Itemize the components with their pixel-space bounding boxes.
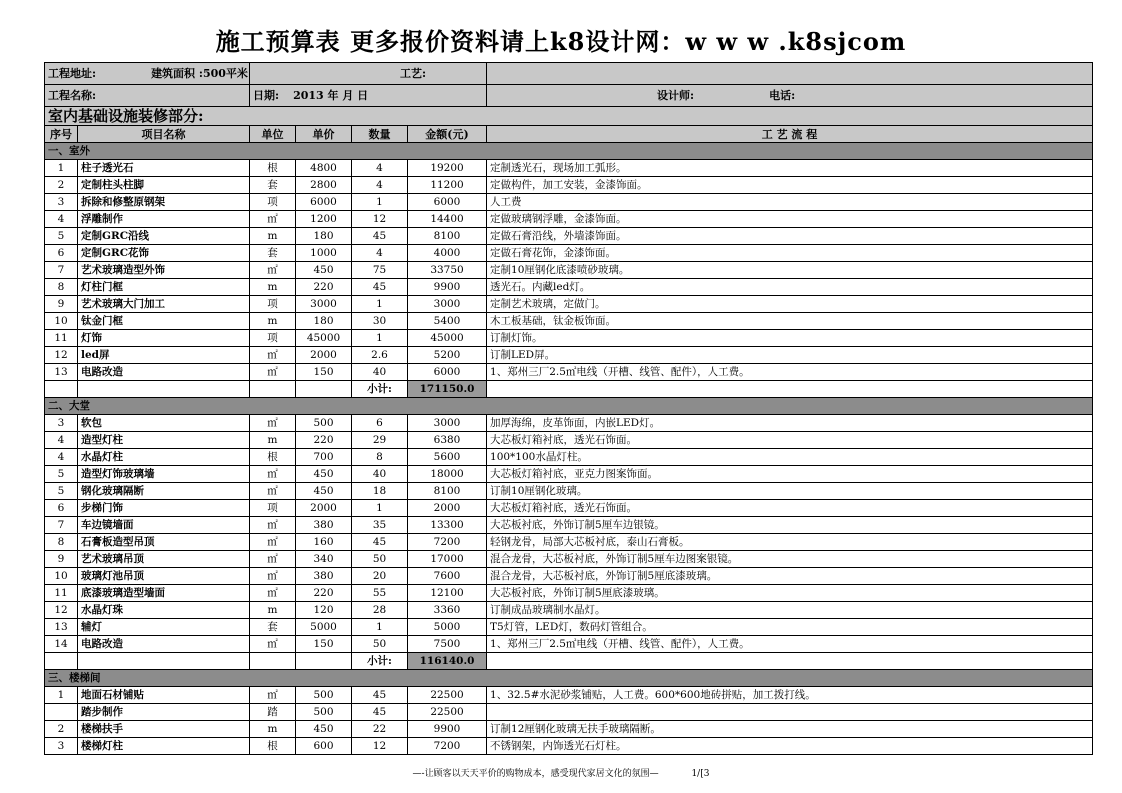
item-name: 艺术玻璃吊顶	[78, 551, 250, 568]
section-title-row	[45, 107, 1093, 126]
item-unit: ㎡	[250, 466, 296, 483]
phone-label: 电话:	[769, 89, 796, 102]
empty-cell	[45, 653, 78, 670]
item-no: 4	[45, 211, 78, 228]
item-name: 电路改造	[78, 364, 250, 381]
table-row	[45, 551, 1093, 568]
item-no: 9	[45, 551, 78, 568]
item-amount: 6380	[408, 432, 487, 449]
item-unit: ㎡	[250, 568, 296, 585]
item-qty: 1	[352, 619, 408, 636]
table-row	[45, 687, 1093, 704]
item-name: 拆除和修整原钢架	[78, 194, 250, 211]
item-price: 220	[296, 432, 352, 449]
item-name: 钛金门框	[78, 313, 250, 330]
item-unit: m	[250, 721, 296, 738]
item-price: 2000	[296, 500, 352, 517]
empty-cell	[78, 381, 250, 398]
item-process: 不锈钢架，内饰透光石灯柱。	[487, 738, 1093, 755]
item-name: 定制GRC沿线	[78, 228, 250, 245]
item-qty: 29	[352, 432, 408, 449]
item-unit: ㎡	[250, 483, 296, 500]
item-price: 220	[296, 585, 352, 602]
table-row	[45, 347, 1093, 364]
category-name: 一、室外	[45, 143, 1093, 160]
item-price: 380	[296, 568, 352, 585]
item-name: 石膏板造型吊顶	[78, 534, 250, 551]
item-amount: 18000	[408, 466, 487, 483]
item-name: 艺术玻璃造型外饰	[78, 262, 250, 279]
item-amount: 2000	[408, 500, 487, 517]
item-process: 大芯板灯箱衬底，透光石饰面。	[487, 432, 1093, 449]
item-unit: m	[250, 228, 296, 245]
item-process: 大芯板灯箱衬底，透光石饰面。	[487, 500, 1093, 517]
address-label: 工程地址:	[48, 67, 97, 80]
item-amount: 33750	[408, 262, 487, 279]
item-no: 6	[45, 500, 78, 517]
item-unit: 项	[250, 500, 296, 517]
budget-sheet	[44, 62, 1092, 755]
table-row	[45, 432, 1093, 449]
item-qty: 8	[352, 449, 408, 466]
item-process: 轻钢龙骨，局部大芯板衬底，泰山石膏板。	[487, 534, 1093, 551]
item-no: 1	[45, 687, 78, 704]
item-price: 2000	[296, 347, 352, 364]
date-value: 2013 年 月 日	[293, 89, 369, 102]
item-price: 450	[296, 466, 352, 483]
item-price: 450	[296, 721, 352, 738]
column-header-row	[45, 126, 1093, 143]
item-process: 混合龙骨，大芯板衬底，外饰订制5厘底漆玻璃。	[487, 568, 1093, 585]
col-header: 单位	[250, 126, 296, 143]
item-unit: ㎡	[250, 585, 296, 602]
item-process: 订制LED屏。	[487, 347, 1093, 364]
item-amount: 7500	[408, 636, 487, 653]
item-process: 定做石膏花饰，金漆饰面。	[487, 245, 1093, 262]
item-no: 14	[45, 636, 78, 653]
item-no: 5	[45, 228, 78, 245]
item-name: 柱子透光石	[78, 160, 250, 177]
item-qty: 18	[352, 483, 408, 500]
item-unit: ㎡	[250, 534, 296, 551]
item-amount: 3000	[408, 296, 487, 313]
item-qty: 12	[352, 211, 408, 228]
col-header: 项目名称	[78, 126, 250, 143]
item-amount: 22500	[408, 687, 487, 704]
item-name: 辅灯	[78, 619, 250, 636]
item-process: 订制12厘钢化玻璃无扶手玻璃隔断。	[487, 721, 1093, 738]
table-row	[45, 449, 1093, 466]
item-price: 600	[296, 738, 352, 755]
table-row	[45, 466, 1093, 483]
table-row	[45, 296, 1093, 313]
col-header: 工 艺 流 程	[487, 126, 1093, 143]
item-price: 700	[296, 449, 352, 466]
item-unit: ㎡	[250, 551, 296, 568]
item-qty: 4	[352, 160, 408, 177]
item-qty: 12	[352, 738, 408, 755]
item-process: 定做构件，加工安装，金漆饰面。	[487, 177, 1093, 194]
item-process: 1、郑州三厂2.5㎡电线（开槽、线管、配件），人工费。	[487, 636, 1093, 653]
table-row	[45, 415, 1093, 432]
item-process: 人工费	[487, 194, 1093, 211]
table-row	[45, 738, 1093, 755]
table-row	[45, 517, 1093, 534]
item-process: 大芯板衬底，外饰订制5厘底漆玻璃。	[487, 585, 1093, 602]
item-qty: 2.6	[352, 347, 408, 364]
project-label: 工程名称:	[48, 89, 97, 102]
item-price: 120	[296, 602, 352, 619]
item-price: 500	[296, 687, 352, 704]
item-unit: 根	[250, 160, 296, 177]
item-process: T5灯管，LED灯，数码灯管组合。	[487, 619, 1093, 636]
item-name: 定制柱头柱脚	[78, 177, 250, 194]
item-unit: ㎡	[250, 687, 296, 704]
item-unit: 项	[250, 194, 296, 211]
item-name: 车边镜墙面	[78, 517, 250, 534]
item-qty: 4	[352, 177, 408, 194]
item-amount: 17000	[408, 551, 487, 568]
area-label: 建筑面积 :500平米	[151, 67, 248, 80]
item-qty: 4	[352, 245, 408, 262]
item-name: 玻璃灯池吊顶	[78, 568, 250, 585]
item-name: 艺术玻璃大门加工	[78, 296, 250, 313]
item-amount: 45000	[408, 330, 487, 347]
table-row	[45, 330, 1093, 347]
table-row	[45, 704, 1093, 721]
item-unit: 项	[250, 296, 296, 313]
item-qty: 45	[352, 228, 408, 245]
table-row	[45, 279, 1093, 296]
item-price: 1200	[296, 211, 352, 228]
item-process: 订制灯饰。	[487, 330, 1093, 347]
item-unit: m	[250, 432, 296, 449]
category-name: 三、楼梯间	[45, 670, 1093, 687]
item-qty: 22	[352, 721, 408, 738]
item-qty: 28	[352, 602, 408, 619]
item-process: 100*100水晶灯柱。	[487, 449, 1093, 466]
footer-slogan: —-让顾客以天天平价的购物成本，感受现代家居文化的氛围—	[412, 769, 659, 779]
item-name: led屏	[78, 347, 250, 364]
table-row	[45, 364, 1093, 381]
item-no: 6	[45, 245, 78, 262]
item-amount: 7200	[408, 738, 487, 755]
empty-cell	[250, 653, 296, 670]
item-amount: 19200	[408, 160, 487, 177]
item-qty: 45	[352, 687, 408, 704]
item-unit: 根	[250, 738, 296, 755]
item-name: 电路改造	[78, 636, 250, 653]
item-amount: 22500	[408, 704, 487, 721]
item-process: 大芯板灯箱衬底，亚克力图案饰面。	[487, 466, 1093, 483]
item-price: 4800	[296, 160, 352, 177]
item-qty: 45	[352, 279, 408, 296]
empty-cell	[487, 381, 1093, 398]
item-price: 380	[296, 517, 352, 534]
item-qty: 40	[352, 364, 408, 381]
item-amount: 7600	[408, 568, 487, 585]
item-process: 定制透光石，现场加工弧形。	[487, 160, 1093, 177]
subtotal-label: 小计:	[352, 381, 408, 398]
item-unit: ㎡	[250, 364, 296, 381]
item-price: 160	[296, 534, 352, 551]
item-price: 2800	[296, 177, 352, 194]
item-amount: 3360	[408, 602, 487, 619]
item-unit: ㎡	[250, 415, 296, 432]
item-name: 楼梯灯柱	[78, 738, 250, 755]
item-no: 9	[45, 296, 78, 313]
item-no: 3	[45, 738, 78, 755]
item-process: 定做玻璃钢浮雕，金漆饰面。	[487, 211, 1093, 228]
craft-label: 工艺:	[400, 67, 427, 80]
item-qty: 50	[352, 551, 408, 568]
col-header: 金额(元)	[408, 126, 487, 143]
item-no: 13	[45, 619, 78, 636]
item-process: 1、32.5#水泥砂浆铺贴，人工费。600*600地砖拼贴，加工拨打线。	[487, 687, 1093, 704]
item-qty: 1	[352, 500, 408, 517]
empty-cell	[296, 653, 352, 670]
item-name: 水晶灯柱	[78, 449, 250, 466]
page-title: 施工预算表 更多报价资料请上k8设计网：w w w .k8sjcom	[215, 27, 907, 56]
item-process: 订制成品玻璃制水晶灯。	[487, 602, 1093, 619]
table-row	[45, 177, 1093, 194]
item-process: 定制10厘钢化底漆喷砂玻璃。	[487, 262, 1093, 279]
item-no: 8	[45, 534, 78, 551]
item-qty: 1	[352, 296, 408, 313]
item-process: 定制艺术玻璃，定做门。	[487, 296, 1093, 313]
item-qty: 75	[352, 262, 408, 279]
item-process: 订制10厘钢化玻璃。	[487, 483, 1093, 500]
item-name: 定制GRC花饰	[78, 245, 250, 262]
item-unit: m	[250, 602, 296, 619]
info-row-1	[45, 63, 1093, 85]
page-footer	[0, 766, 1122, 779]
subtotal-row	[45, 653, 1093, 670]
table-row	[45, 194, 1093, 211]
item-no: 13	[45, 364, 78, 381]
item-price: 450	[296, 262, 352, 279]
item-unit: 套	[250, 619, 296, 636]
item-unit: ㎡	[250, 517, 296, 534]
item-no: 3	[45, 415, 78, 432]
item-name: 踏步制作	[78, 704, 250, 721]
item-name: 地面石材铺贴	[78, 687, 250, 704]
subtotal-row	[45, 381, 1093, 398]
table-row	[45, 313, 1093, 330]
item-amount: 6000	[408, 194, 487, 211]
item-price: 180	[296, 228, 352, 245]
table-row	[45, 585, 1093, 602]
item-amount: 7200	[408, 534, 487, 551]
table-row	[45, 228, 1093, 245]
item-no: 10	[45, 568, 78, 585]
item-name: 造型灯柱	[78, 432, 250, 449]
subtotal-amount: 116140.0	[408, 653, 487, 670]
table-row	[45, 602, 1093, 619]
item-qty: 20	[352, 568, 408, 585]
subtotal-amount: 171150.0	[408, 381, 487, 398]
item-qty: 45	[352, 704, 408, 721]
table-row	[45, 500, 1093, 517]
item-amount: 12100	[408, 585, 487, 602]
item-no: 8	[45, 279, 78, 296]
budget-table	[44, 62, 1093, 755]
item-process: 木工板基础，钛金板饰面。	[487, 313, 1093, 330]
item-no: 12	[45, 602, 78, 619]
item-no: 3	[45, 194, 78, 211]
item-name: 底漆玻璃造型墙面	[78, 585, 250, 602]
item-unit: 踏	[250, 704, 296, 721]
item-price: 5000	[296, 619, 352, 636]
item-amount: 14400	[408, 211, 487, 228]
table-row	[45, 721, 1093, 738]
item-qty: 45	[352, 534, 408, 551]
item-amount: 9900	[408, 721, 487, 738]
date-label: 日期:	[253, 89, 280, 102]
item-amount: 9900	[408, 279, 487, 296]
item-amount: 5200	[408, 347, 487, 364]
item-unit: ㎡	[250, 347, 296, 364]
col-header: 数量	[352, 126, 408, 143]
item-no	[45, 704, 78, 721]
subtotal-label: 小计:	[352, 653, 408, 670]
item-process: 透光石。内藏led灯。	[487, 279, 1093, 296]
item-name: 浮雕制作	[78, 211, 250, 228]
item-qty: 30	[352, 313, 408, 330]
item-qty: 55	[352, 585, 408, 602]
item-no: 5	[45, 466, 78, 483]
item-price: 500	[296, 415, 352, 432]
item-unit: ㎡	[250, 636, 296, 653]
item-unit: 套	[250, 177, 296, 194]
item-unit: m	[250, 279, 296, 296]
item-qty: 40	[352, 466, 408, 483]
item-name: 灯饰	[78, 330, 250, 347]
item-price: 450	[296, 483, 352, 500]
table-row	[45, 262, 1093, 279]
empty-cell	[296, 381, 352, 398]
item-price: 340	[296, 551, 352, 568]
item-unit: ㎡	[250, 262, 296, 279]
item-unit: m	[250, 313, 296, 330]
empty-cell	[487, 653, 1093, 670]
item-amount: 5000	[408, 619, 487, 636]
item-unit: 套	[250, 245, 296, 262]
info-row-2	[45, 85, 1093, 107]
item-price: 45000	[296, 330, 352, 347]
category-row	[45, 670, 1093, 687]
item-no: 12	[45, 347, 78, 364]
col-header: 单价	[296, 126, 352, 143]
item-price: 150	[296, 636, 352, 653]
item-qty: 1	[352, 330, 408, 347]
item-qty: 50	[352, 636, 408, 653]
item-qty: 35	[352, 517, 408, 534]
item-amount: 8100	[408, 228, 487, 245]
item-unit: 根	[250, 449, 296, 466]
item-no: 1	[45, 160, 78, 177]
item-amount: 5600	[408, 449, 487, 466]
item-process	[487, 704, 1093, 721]
item-process: 1、郑州三厂2.5㎡电线（开槽、线管、配件），人工费。	[487, 364, 1093, 381]
item-unit: ㎡	[250, 211, 296, 228]
category-row	[45, 398, 1093, 415]
page-number: 1/[3	[691, 769, 710, 779]
item-process: 大芯板衬底，外饰订制5厘车边银镜。	[487, 517, 1093, 534]
item-name: 造型灯饰玻璃墙	[78, 466, 250, 483]
item-no: 10	[45, 313, 78, 330]
table-row	[45, 619, 1093, 636]
item-process: 定做石膏沿线，外墙漆饰面。	[487, 228, 1093, 245]
table-row	[45, 245, 1093, 262]
item-no: 7	[45, 517, 78, 534]
item-price: 150	[296, 364, 352, 381]
table-row	[45, 534, 1093, 551]
item-price: 6000	[296, 194, 352, 211]
item-no: 4	[45, 432, 78, 449]
item-no: 11	[45, 330, 78, 347]
item-no: 11	[45, 585, 78, 602]
designer-label: 设计师:	[657, 89, 695, 102]
item-no: 7	[45, 262, 78, 279]
item-process: 混合龙骨，大芯板衬底，外饰订制5厘车边图案银镜。	[487, 551, 1093, 568]
table-row	[45, 483, 1093, 500]
item-no: 2	[45, 177, 78, 194]
item-no: 2	[45, 721, 78, 738]
item-amount: 13300	[408, 517, 487, 534]
col-header: 序号	[45, 126, 78, 143]
item-name: 楼梯扶手	[78, 721, 250, 738]
item-name: 步梯门饰	[78, 500, 250, 517]
item-amount: 6000	[408, 364, 487, 381]
item-name: 灯柱门框	[78, 279, 250, 296]
item-price: 220	[296, 279, 352, 296]
item-price: 180	[296, 313, 352, 330]
category-row	[45, 143, 1093, 160]
item-amount: 5400	[408, 313, 487, 330]
item-name: 水晶灯珠	[78, 602, 250, 619]
table-row	[45, 160, 1093, 177]
item-no: 5	[45, 483, 78, 500]
table-row	[45, 211, 1093, 228]
empty-cell	[78, 653, 250, 670]
item-amount: 4000	[408, 245, 487, 262]
item-name: 钢化玻璃隔断	[78, 483, 250, 500]
item-amount: 8100	[408, 483, 487, 500]
item-name: 软包	[78, 415, 250, 432]
item-unit: 项	[250, 330, 296, 347]
section-title: 室内基础设施装修部分:	[45, 107, 1093, 126]
item-qty: 6	[352, 415, 408, 432]
item-no: 4	[45, 449, 78, 466]
item-price: 1000	[296, 245, 352, 262]
item-amount: 3000	[408, 415, 487, 432]
category-name: 二、大堂	[45, 398, 1093, 415]
item-process: 加厚海绵，皮革饰面，内嵌LED灯。	[487, 415, 1093, 432]
item-amount: 11200	[408, 177, 487, 194]
table-row	[45, 568, 1093, 585]
item-qty: 1	[352, 194, 408, 211]
empty-cell	[45, 381, 78, 398]
item-price: 3000	[296, 296, 352, 313]
empty-cell	[250, 381, 296, 398]
table-row	[45, 636, 1093, 653]
item-price: 500	[296, 704, 352, 721]
